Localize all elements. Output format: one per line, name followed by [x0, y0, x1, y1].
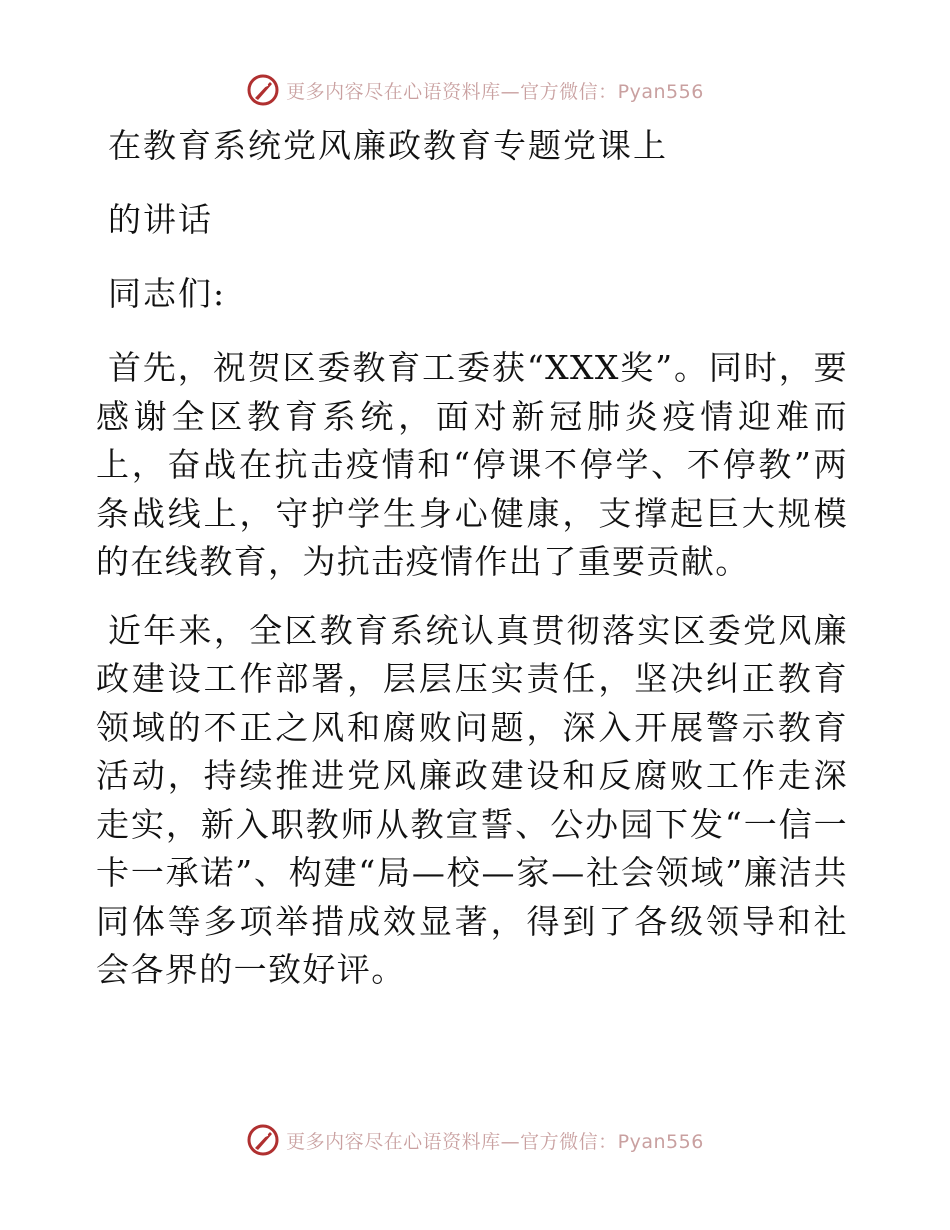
document-body	[96, 122, 848, 1015]
paragraph-1: 首先，祝贺区委教育工委获“XXX奖”。同时，要感谢全区教育系统，面对新冠肺炎疫情迎难而上，奋战在抗击疫情和“停课不停学、不停教”两条战线上，守护学生身心健康，支撑起巨大规模的在线教育，为抗击疫情作出了重要贡献。	[96, 348, 848, 581]
watermark-text: 更多内容尽在心语资料库—官方微信：Pyan556	[286, 1130, 704, 1153]
quill-logo-icon	[246, 73, 280, 107]
paragraph-2: 近年来，全区教育系统认真贯彻落实区委党风廉政建设工作部署，层层压实责任，坚决纠正教育领域的不正之风和腐败问题，深入开展警示教育活动，持续推进党风廉政建设和反腐败工作走深走实，新入职教师从教宣誓、公办园下发“一信一卡一承诺”、构建“局—校—家—社会领域”廉洁共同体等多项举措成效显著，得到了各级领导和社会各界的一致好评。	[96, 610, 848, 989]
watermark-text: 更多内容尽在心语资料库—官方微信：Pyan556	[286, 80, 704, 103]
header-watermark	[0, 70, 950, 110]
title-line-2: 的讲话	[108, 200, 213, 239]
footer-watermark	[0, 1120, 950, 1160]
greeting: 同志们:	[108, 274, 227, 313]
title-line-1: 在教育系统党风廉政教育专题党课上	[108, 126, 668, 165]
quill-logo-icon	[246, 1123, 280, 1157]
